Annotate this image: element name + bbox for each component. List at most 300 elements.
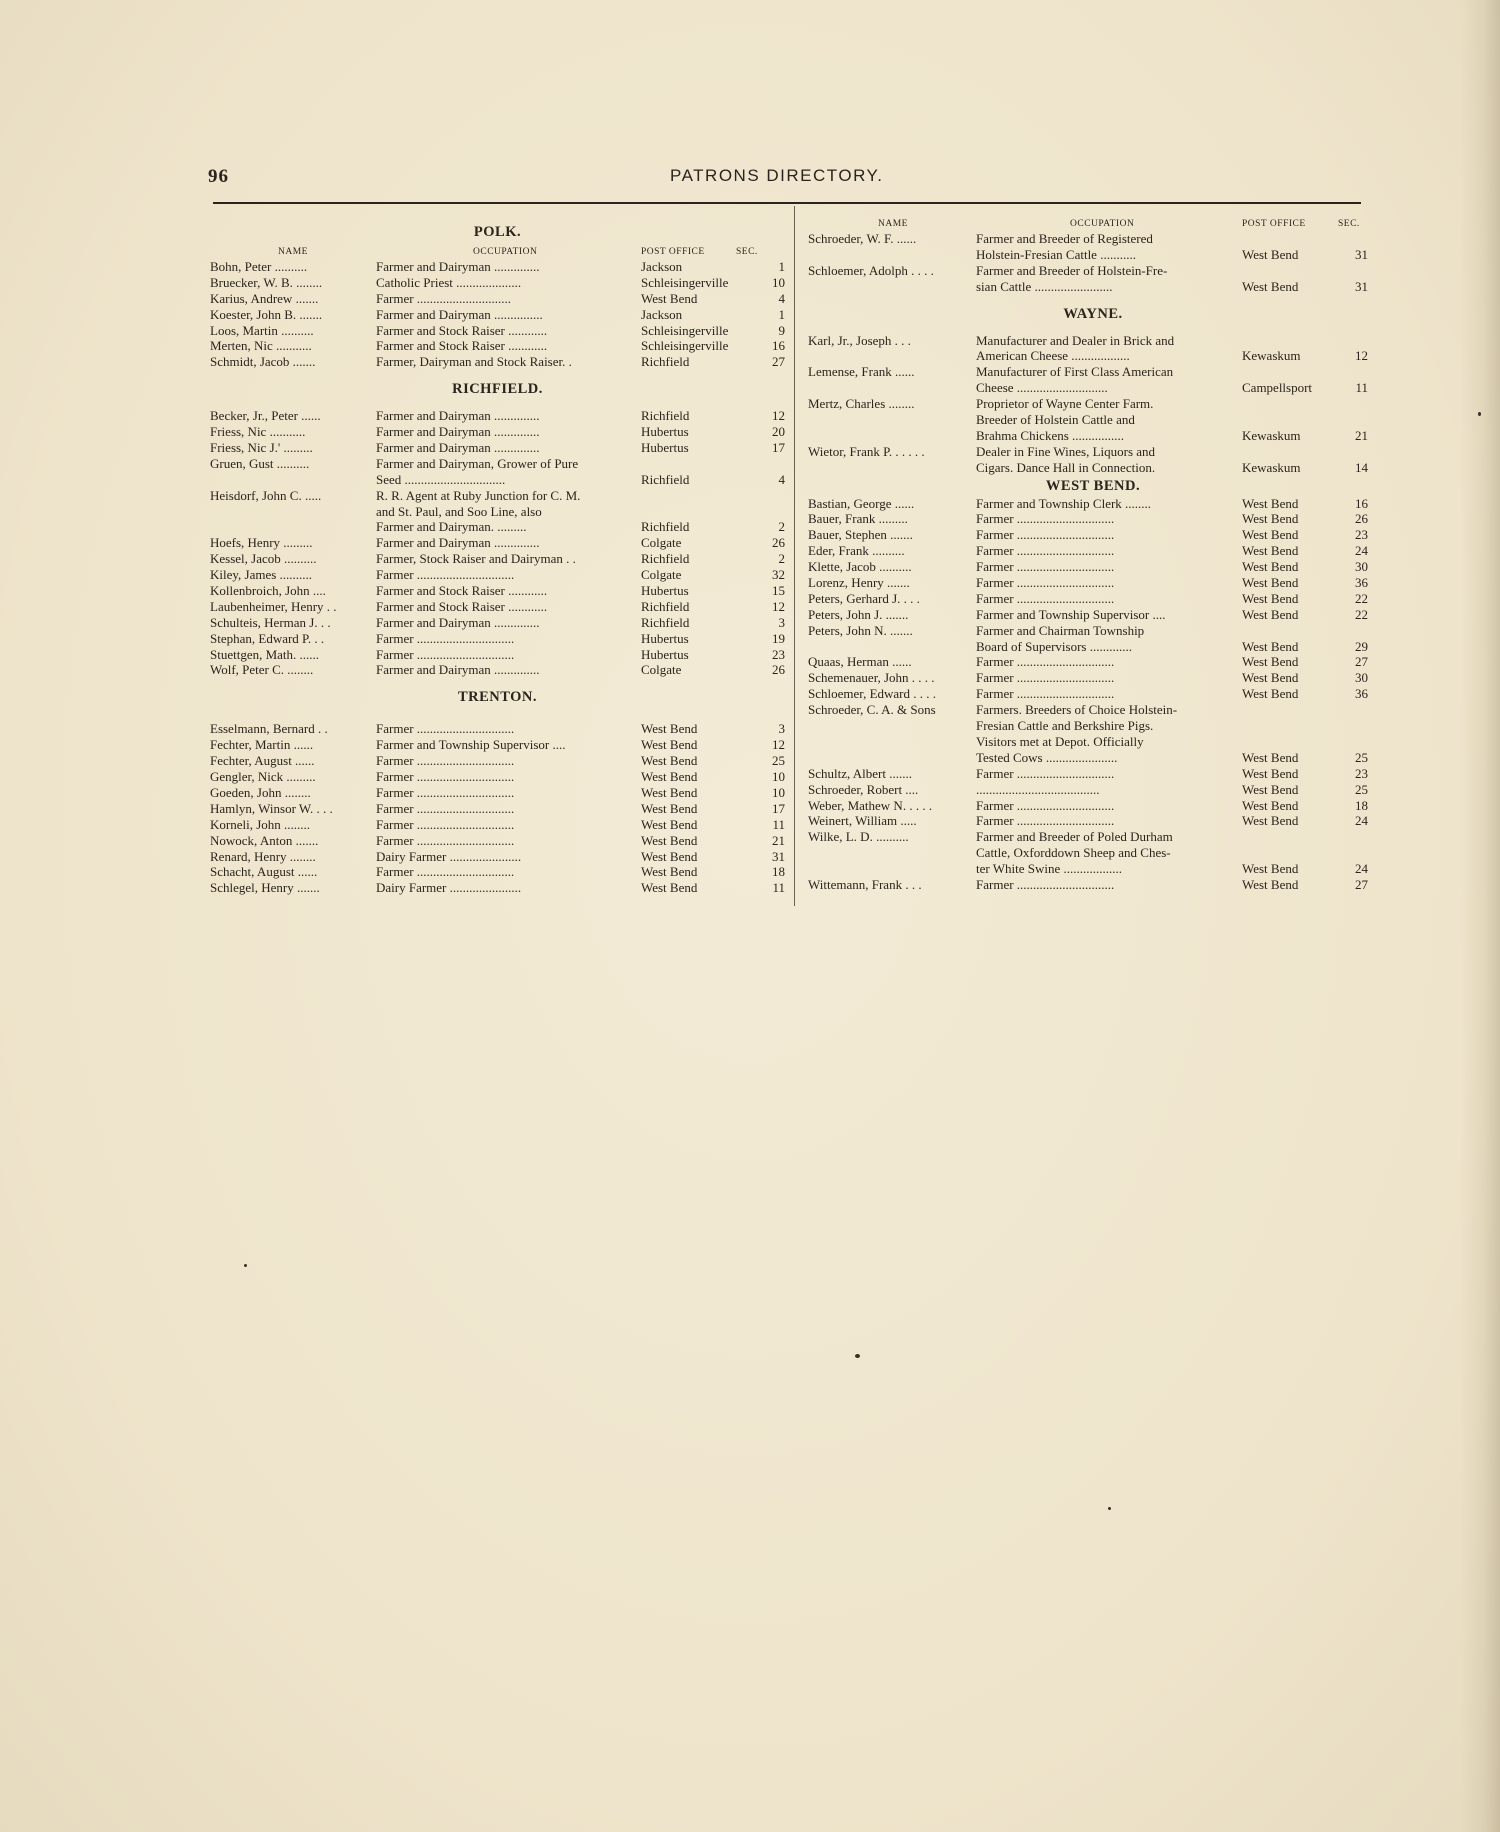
name-cell: Wietor, Frank P. . . . . . (808, 443, 925, 459)
header-rule (213, 202, 1361, 204)
entry-row (210, 647, 785, 663)
post-office-cell: Richfield (641, 519, 690, 535)
post-office-cell: West Bend (1242, 861, 1299, 877)
name-cell: Schacht, August ...... (210, 864, 318, 880)
sec-cell: 26 (772, 535, 785, 551)
sec-cell: 24 (1355, 861, 1368, 877)
column-headers-right (808, 214, 1378, 231)
entry-row (210, 551, 785, 567)
name-cell: Eder, Frank .......... (808, 543, 905, 559)
sec-cell: 14 (1355, 459, 1368, 475)
post-office-cell: West Bend (1242, 278, 1299, 294)
entry-row (808, 591, 1378, 607)
occupation-cell: Farmer and Dairyman. ......... (376, 519, 527, 535)
entry-row (210, 323, 785, 339)
post-office-cell: West Bend (641, 784, 698, 800)
page-edge-shadow (1460, 0, 1500, 1832)
sec-cell: 36 (1355, 686, 1368, 702)
name-cell: Bauer, Frank ......... (808, 511, 908, 527)
post-office-cell: West Bend (1242, 575, 1299, 591)
occupation-cell: Farmer and Breeder of Registered (976, 231, 1153, 246)
occupation-cell: Farmer .............................. (976, 797, 1115, 813)
sec-cell: 12 (1355, 348, 1368, 364)
occupation-cell: Farmer and Stock Raiser ............ (376, 322, 548, 338)
left-column (210, 222, 785, 896)
ink-fleck (244, 1264, 247, 1267)
post-office-cell: West Bend (641, 290, 698, 306)
post-office-cell: Hubertus (641, 424, 689, 440)
post-office-cell: Schleisingerville (641, 338, 729, 354)
trenton-entries (210, 721, 785, 896)
entry-row (210, 424, 785, 440)
entry-row (808, 686, 1378, 702)
sec-cell: 25 (772, 753, 785, 769)
name-cell: Schmidt, Jacob ....... (210, 354, 316, 370)
post-office-cell: Kewaskum (1242, 348, 1301, 364)
entry-row (210, 880, 785, 896)
west-bend-entries (808, 496, 1378, 893)
occupation-cell: Farmer .............................. (376, 800, 515, 816)
sec-cell: 31 (1355, 278, 1368, 294)
name-cell: Becker, Jr., Peter ...... (210, 408, 321, 424)
section-title-richfield: RICHFIELD. (452, 381, 543, 398)
column-divider (794, 206, 795, 906)
occupation-cell: Dairy Farmer ...................... (376, 848, 522, 864)
post-office-cell: West Bend (1242, 495, 1299, 511)
post-office-cell: Kewaskum (1242, 459, 1301, 475)
post-office-cell: Hubertus (641, 440, 689, 456)
post-office-cell: West Bend (1242, 543, 1299, 559)
occupation-cell: Farmer and Breeder of Holstein-Fre- (976, 262, 1168, 278)
name-cell: Esselmann, Bernard . . (210, 721, 328, 737)
header-sec: SEC. (736, 247, 758, 257)
entry-row (210, 535, 785, 551)
name-cell: Koester, John B. ....... (210, 306, 323, 322)
entry-row (808, 734, 1378, 750)
occupation-cell: Farmer .............................. (376, 816, 515, 832)
entry-row (808, 263, 1378, 279)
occupation-cell: Farmer and Dairyman .............. (376, 424, 540, 440)
post-office-cell: West Bend (1242, 765, 1299, 781)
occupation-cell: American Cheese .................. (976, 348, 1130, 364)
column-headers-left (210, 242, 785, 259)
entry-row (210, 440, 785, 456)
entry-row (808, 798, 1378, 814)
post-office-cell: Kewaskum (1242, 427, 1301, 443)
entry-row (808, 543, 1378, 559)
entry-row (210, 785, 785, 801)
entry-row (808, 813, 1378, 829)
occupation-cell: Farmer and Township Supervisor .... (976, 606, 1166, 622)
entry-row (808, 845, 1378, 861)
name-cell: Wolf, Peter C. ........ (210, 662, 314, 678)
post-office-cell: West Bend (641, 721, 698, 737)
post-office-cell: West Bend (641, 753, 698, 769)
entry-row (210, 864, 785, 880)
sec-cell: 27 (772, 354, 785, 370)
entry-row (210, 275, 785, 291)
entry-row (808, 527, 1378, 543)
entry-row (808, 496, 1378, 512)
sec-cell: 22 (1355, 606, 1368, 622)
post-office-cell: Jackson (641, 259, 683, 274)
ink-fleck (1108, 1507, 1111, 1510)
entry-row (808, 750, 1378, 766)
post-office-cell: West Bend (1242, 590, 1299, 606)
sec-cell: 27 (1355, 876, 1368, 892)
name-cell: Schlegel, Henry ....... (210, 880, 320, 896)
sec-cell: 3 (778, 614, 785, 630)
entry-row (808, 782, 1378, 798)
entry-row (808, 412, 1378, 428)
occupation-cell: Catholic Priest .................... (376, 274, 522, 290)
name-cell: Laubenheimer, Henry . . (210, 598, 337, 614)
sec-cell: 32 (772, 567, 785, 583)
section-title-polk: POLK. (473, 224, 522, 240)
occupation-cell: Farmer and Chairman Township (976, 622, 1145, 638)
sec-cell: 31 (1355, 246, 1368, 262)
entry-row (808, 444, 1378, 460)
post-office-cell: West Bend (1242, 606, 1299, 622)
post-office-cell: West Bend (1242, 654, 1299, 670)
entry-row (210, 615, 785, 631)
name-cell: Korneli, John ........ (210, 816, 311, 832)
sec-cell: 4 (778, 290, 785, 306)
post-office-cell: Hubertus (641, 630, 689, 646)
name-cell: Mertz, Charles ........ (808, 396, 915, 412)
sec-cell: 16 (772, 338, 785, 354)
name-cell: Peters, John N. ....... (808, 622, 913, 638)
occupation-cell: Farmer and Township Supervisor .... (376, 737, 566, 753)
occupation-cell: Manufacturer of First Class American (976, 364, 1174, 380)
entry-row (808, 654, 1378, 670)
occupation-cell: Visitors met at Depot. Officially (976, 733, 1144, 749)
post-office-cell: West Bend (1242, 511, 1299, 527)
name-cell: Schroeder, Robert .... (808, 781, 919, 797)
sec-cell: 16 (1355, 495, 1368, 511)
entry-row (808, 364, 1378, 380)
entry-row (210, 662, 785, 678)
sec-cell: 19 (772, 630, 785, 646)
post-office-cell: Richfield (641, 354, 690, 370)
occupation-cell: Farmer and Dairyman .............. (376, 408, 540, 424)
name-cell: Schulteis, Herman J. . . (210, 614, 331, 630)
name-cell: Fechter, Martin ...... (210, 737, 314, 753)
sec-cell: 12 (772, 598, 785, 614)
entry-row (210, 631, 785, 647)
entry-row (210, 849, 785, 865)
occupation-cell: Breeder of Holstein Cattle and (976, 412, 1135, 428)
post-office-cell: Colgate (641, 567, 682, 583)
entry-row (808, 718, 1378, 734)
occupation-cell: Farmer .............................. (976, 654, 1115, 670)
entry-row (808, 623, 1378, 639)
occupation-cell: ...................................... (976, 781, 1100, 797)
post-office-cell: West Bend (1242, 527, 1299, 543)
entry-row (808, 348, 1378, 364)
name-cell: Hoefs, Henry ......... (210, 535, 313, 551)
occupation-cell: Dairy Farmer ...................... (376, 880, 522, 896)
occupation-cell: Farmer .............................. (976, 813, 1115, 829)
entry-row (808, 702, 1378, 718)
name-cell: Quaas, Herman ...... (808, 654, 912, 670)
post-office-cell: Richfield (641, 408, 690, 424)
polk-entries (210, 259, 785, 370)
sec-cell: 12 (772, 408, 785, 424)
sec-cell: 23 (772, 646, 785, 662)
name-cell: Fechter, August ...... (210, 753, 315, 769)
entry-row (808, 766, 1378, 782)
occupation-cell: Farmer ............................. (376, 290, 512, 306)
entry-row (210, 583, 785, 599)
name-cell: Nowock, Anton ....... (210, 832, 319, 848)
name-cell: Bauer, Stephen ....... (808, 527, 913, 543)
post-office-cell: West Bend (1242, 876, 1299, 892)
entry-row (210, 721, 785, 737)
occupation-cell: Farmer .............................. (976, 543, 1115, 559)
name-cell: Karl, Jr., Joseph . . . (808, 332, 911, 348)
name-cell: Kollenbroich, John .... (210, 583, 326, 599)
occupation-cell: Farmer .............................. (376, 769, 515, 785)
name-cell: Bruecker, W. B. ........ (210, 274, 323, 290)
sec-cell: 22 (1355, 590, 1368, 606)
sec-cell: 11 (772, 880, 785, 896)
post-office-cell: West Bend (641, 769, 698, 785)
name-cell: Weber, Mathew N. . . . . (808, 797, 933, 813)
post-office-cell: West Bend (1242, 686, 1299, 702)
occupation-cell: Dealer in Fine Wines, Liquors and (976, 443, 1156, 459)
name-cell: Schroeder, W. F. ...... (808, 231, 917, 246)
post-office-cell: Jackson (641, 306, 683, 322)
post-office-cell: West Bend (641, 832, 698, 848)
sec-cell: 17 (772, 440, 785, 456)
post-office-cell: West Bend (641, 816, 698, 832)
post-office-cell: Hubertus (641, 646, 689, 662)
ink-fleck (1478, 412, 1481, 416)
sec-cell: 23 (1355, 527, 1368, 543)
sec-cell: 20 (772, 424, 785, 440)
occupation-cell: Farmer and Dairyman .............. (376, 662, 540, 678)
occupation-cell: Farmer .............................. (976, 686, 1115, 702)
name-cell: Loos, Martin .......... (210, 322, 314, 338)
wayne-entries (808, 333, 1378, 476)
entry-row (210, 472, 785, 488)
post-office-cell: West Bend (641, 848, 698, 864)
occupation-cell: Farmer .............................. (976, 670, 1115, 686)
page-number: 96 (208, 166, 229, 187)
entry-row (210, 769, 785, 785)
sec-cell: 15 (772, 583, 785, 599)
entry-row (210, 567, 785, 583)
post-office-cell: West Bend (1242, 813, 1299, 829)
sec-cell: 18 (772, 864, 785, 880)
entry-row (808, 607, 1378, 623)
post-office-cell: West Bend (1242, 749, 1299, 765)
post-office-cell: Colgate (641, 662, 682, 678)
post-office-cell: West Bend (641, 864, 698, 880)
post-office-cell: West Bend (1242, 670, 1299, 686)
header-sec: SEC. (1338, 219, 1360, 229)
occupation-cell: Farmer .............................. (976, 527, 1115, 543)
occupation-cell: Farmer .............................. (376, 646, 515, 662)
occupation-cell: Cheese ............................ (976, 380, 1108, 396)
occupation-cell: Farmer .............................. (976, 575, 1115, 591)
ink-fleck (855, 1354, 860, 1358)
name-cell: Kiley, James .......... (210, 567, 313, 583)
sec-cell: 12 (772, 737, 785, 753)
post-office-cell: Hubertus (641, 583, 689, 599)
occupation-cell: Holstein-Fresian Cattle ........... (976, 246, 1136, 262)
occupation-cell: Fresian Cattle and Berkshire Pigs. (976, 718, 1154, 734)
header-occupation: OCCUPATION (473, 247, 538, 257)
sec-cell: 10 (772, 274, 785, 290)
entry-row (808, 279, 1378, 295)
name-cell: Stephan, Edward P. . . (210, 630, 325, 646)
sec-cell: 29 (1355, 638, 1368, 654)
entry-row (210, 307, 785, 323)
header-post-office: POST OFFICE (641, 247, 705, 257)
entry-row (808, 639, 1378, 655)
name-cell: Schloemer, Edward . . . . (808, 686, 937, 702)
occupation-cell: Farmer .............................. (376, 721, 515, 737)
sec-cell: 30 (1355, 670, 1368, 686)
entry-row (210, 291, 785, 307)
post-office-cell: West Bend (641, 737, 698, 753)
occupation-cell: Farmer and Stock Raiser ............ (376, 598, 548, 614)
occupation-cell: Brahma Chickens ................ (976, 427, 1125, 443)
entry-row (210, 753, 785, 769)
entry-row (210, 456, 785, 472)
post-office-cell: Schleisingerville (641, 274, 729, 290)
sec-cell: 26 (772, 662, 785, 678)
occupation-cell: Farmer and Dairyman ............... (376, 306, 543, 322)
name-cell: Schloemer, Adolph . . . . (808, 262, 934, 278)
name-cell: Gruen, Gust .......... (210, 455, 310, 471)
sec-cell: 2 (778, 551, 785, 567)
occupation-cell: Farmer .............................. (376, 753, 515, 769)
post-office-cell: Schleisingerville (641, 322, 729, 338)
occupation-cell: Seed ............................... (376, 471, 506, 487)
occupation-cell: Farmer and Stock Raiser ............ (376, 338, 548, 354)
name-cell: Gengler, Nick ......... (210, 769, 316, 785)
entry-row (808, 861, 1378, 877)
post-office-cell: West Bend (1242, 638, 1299, 654)
name-cell: Lemense, Frank ...... (808, 364, 915, 380)
entry-row (808, 231, 1378, 247)
sec-cell: 18 (1355, 797, 1368, 813)
occupation-cell: Farmer and Breeder of Poled Durham (976, 829, 1173, 845)
occupation-cell: Manufacturer and Dealer in Brick and (976, 332, 1175, 348)
sec-cell: 23 (1355, 765, 1368, 781)
post-office-cell: Richfield (641, 614, 690, 630)
section-title-wayne: WAYNE. (1063, 305, 1123, 322)
name-cell: Peters, Gerhard J. . . . (808, 590, 920, 606)
occupation-cell: Farmer .............................. (976, 876, 1115, 892)
entry-row (808, 511, 1378, 527)
name-cell: Friess, Nic J.' ......... (210, 440, 313, 456)
occupation-cell: Board of Supervisors ............. (976, 638, 1132, 654)
entry-row (210, 338, 785, 354)
occupation-cell: Farmer .............................. (376, 567, 515, 583)
entry-row (808, 670, 1378, 686)
header-name: NAME (278, 247, 308, 257)
occupation-cell: Proprietor of Wayne Center Farm. (976, 396, 1154, 412)
post-office-cell: West Bend (1242, 246, 1299, 262)
post-office-cell: Campellsport (1242, 380, 1313, 396)
post-office-cell: West Bend (1242, 797, 1299, 813)
occupation-cell: Cattle, Oxforddown Sheep and Ches- (976, 845, 1171, 861)
sec-cell: 3 (778, 721, 785, 737)
occupation-cell: sian Cattle ........................ (976, 278, 1113, 294)
entry-row (210, 833, 785, 849)
entry-row (808, 428, 1378, 444)
name-cell: Stuettgen, Math. ...... (210, 646, 320, 662)
post-office-cell: West Bend (641, 800, 698, 816)
name-cell: Merten, Nic ........... (210, 338, 312, 354)
richfield-entries (210, 408, 785, 678)
name-cell: Peters, John J. ....... (808, 606, 909, 622)
occupation-cell: Farmer .............................. (976, 590, 1115, 606)
occupation-cell: Farmers. Breeders of Choice Holstein- (976, 702, 1178, 718)
occupation-cell: Farmer .............................. (376, 784, 515, 800)
occupation-cell: Farmer .............................. (376, 630, 515, 646)
section-title-west-bend: WEST BEND. (1045, 477, 1141, 494)
entry-row (210, 817, 785, 833)
name-cell: Weinert, William ..... (808, 813, 917, 829)
name-cell: Kessel, Jacob .......... (210, 551, 317, 567)
header-name: NAME (878, 219, 908, 229)
occupation-cell: Farmer and Stock Raiser ............ (376, 583, 548, 599)
occupation-cell: Farmer .............................. (376, 832, 515, 848)
entry-row (808, 333, 1378, 349)
name-cell: Renard, Henry ........ (210, 848, 316, 864)
entry-row (210, 354, 785, 370)
name-cell: Hamlyn, Winsor W. . . . (210, 800, 333, 816)
header-post-office: POST OFFICE (1242, 219, 1306, 229)
sec-cell: 10 (772, 769, 785, 785)
occupation-cell: Farmer, Dairyman and Stock Raiser. . (376, 354, 572, 370)
entry-row (808, 460, 1378, 476)
sec-cell: 25 (1355, 749, 1368, 765)
entry-row (210, 488, 785, 504)
occupation-cell: Farmer .............................. (976, 511, 1115, 527)
continued-entries (808, 231, 1378, 295)
sec-cell: 25 (1355, 781, 1368, 797)
sec-cell: 11 (772, 816, 785, 832)
entry-row (210, 519, 785, 535)
post-office-cell: Colgate (641, 535, 682, 551)
entry-row (808, 559, 1378, 575)
sec-cell: 27 (1355, 654, 1368, 670)
entry-row (808, 380, 1378, 396)
right-column (808, 214, 1378, 893)
occupation-cell: Farmer and Dairyman .............. (376, 440, 540, 456)
post-office-cell: West Bend (1242, 559, 1299, 575)
entry-row (210, 599, 785, 615)
sec-cell: 31 (772, 848, 785, 864)
name-cell: Wittemann, Frank . . . (808, 876, 922, 892)
entry-row (210, 408, 785, 424)
name-cell: Goeden, John ........ (210, 784, 311, 800)
sec-cell: 1 (778, 306, 785, 322)
entry-row (808, 575, 1378, 591)
sec-cell: 11 (1355, 380, 1368, 396)
sec-cell: 21 (772, 832, 785, 848)
entry-row (210, 259, 785, 275)
entry-row (210, 504, 785, 520)
sec-cell: 17 (772, 800, 785, 816)
post-office-cell: Richfield (641, 551, 690, 567)
